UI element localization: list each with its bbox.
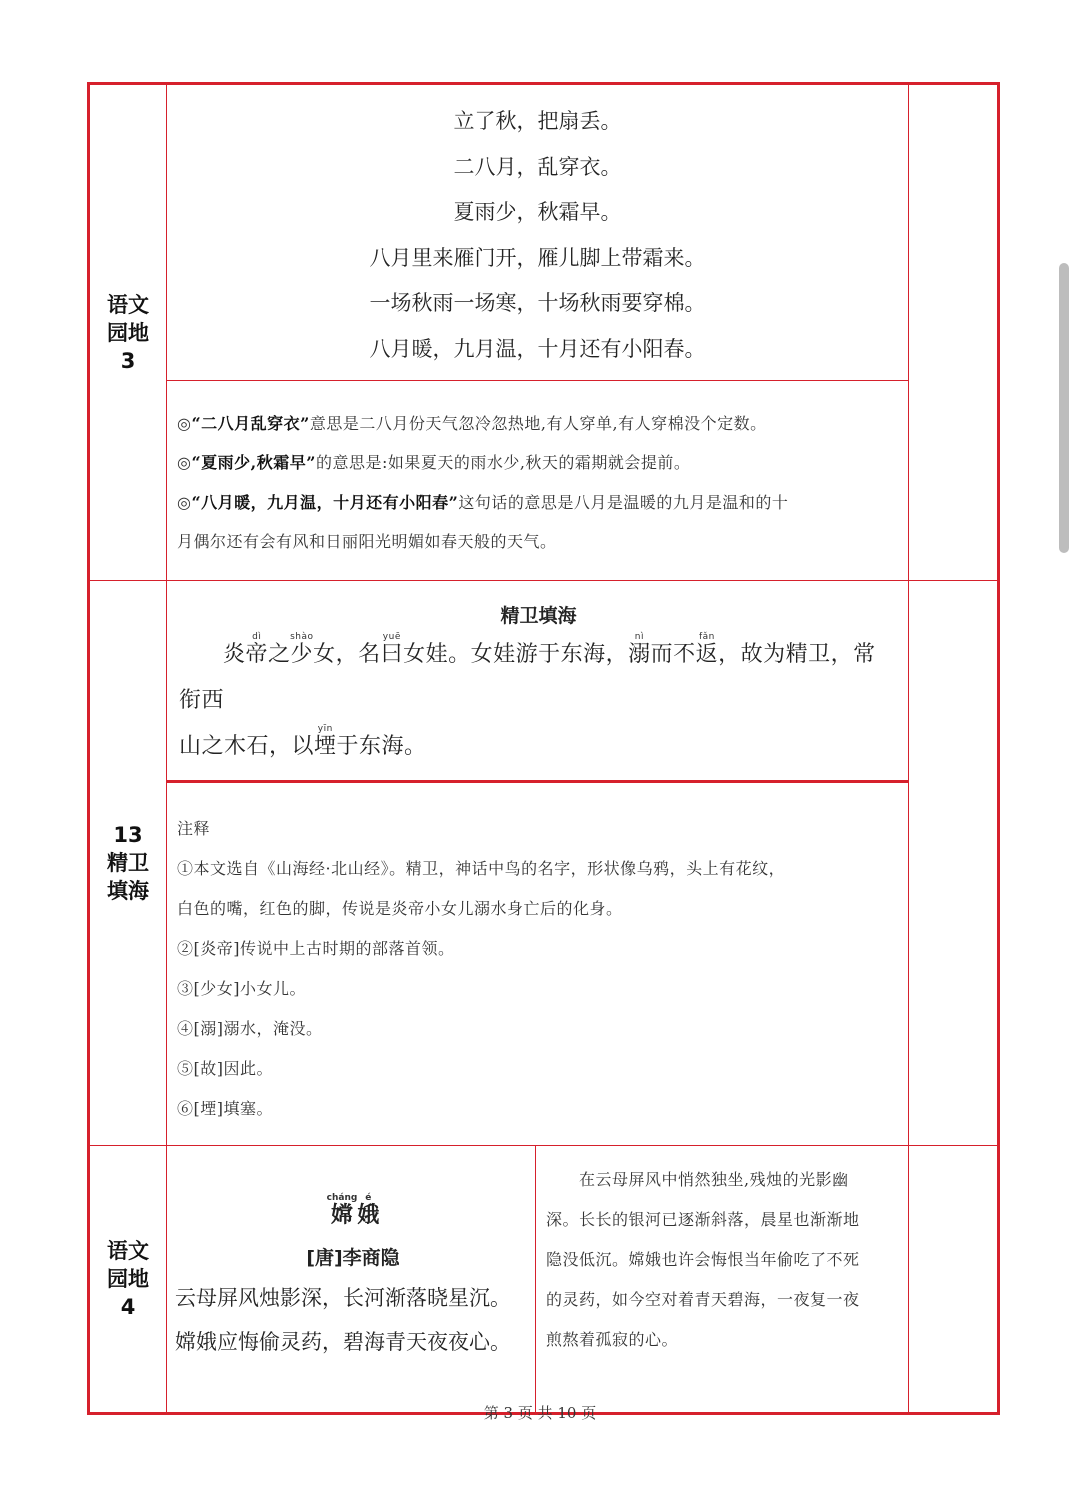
poem-line: 嫦娥应悔偷灵药，碧海青天夜夜心。 [175,1329,511,1354]
content-table [87,82,1000,1415]
translation-line: 在云母屏风中悄然独坐,残烛的光影幽 [546,1170,849,1189]
story-cell [167,581,909,782]
notes-heading: 注释 [177,819,211,838]
story-text: 炎帝dì之少shào女，名曰yuē女娃。女娃游于东海，溺nì而不返fǎn，故为精卫，常衔西 山之木石，以堙yīn于东海。 [179,632,876,759]
proverb-line: 八月里来雁门开，雁儿脚上带霜来。 [369,245,706,270]
margin-cell [909,1146,999,1414]
translation-cell [536,1146,909,1414]
poem-author: [唐]李商隐 [306,1246,400,1269]
translation-line: 的灵药，如今空对着青天碧海，一夜复一夜 [546,1290,860,1309]
proverb-list [167,85,908,380]
poem-line: 云母屏风烛影深，长河渐落晓星沉。 [175,1285,511,1310]
proverb-line: 二八月，乱穿衣。 [453,154,622,179]
proverb-line: 夏雨少，秋霜早。 [453,200,622,224]
note-line: ⑥[堙]填塞。 [177,1099,273,1118]
proverbs-cell [167,84,909,381]
note-line: ④[溺]溺水，淹没。 [177,1019,323,1038]
explanation-line: 月偶尔还有会有风和日丽阳光明媚如春天般的天气。 [177,532,557,551]
margin-cell [909,581,999,1146]
section-label-garden-4: 语文 园地 4 [89,1146,167,1414]
translation-line: 隐没低沉。嫦娥也许会悔恨当年偷吃了不死 [546,1250,860,1269]
note-line: 白色的嘴，红色的脚，传说是炎帝小女儿溺水身亡后的化身。 [177,899,623,918]
note-line: ②[炎帝]传说中上古时期的部落首领。 [177,939,455,958]
translation-line: 煎熬着孤寂的心。 [546,1330,679,1349]
explanation-line: ◎“二八月乱穿衣”意思是二八月份天气忽冷忽热地,有人穿单,有人穿棉没个定数。 [177,413,767,433]
proverb-line: 立了秋，把扇丢。 [453,109,622,133]
proverb-line: 一场秋雨一场寒，十场秋雨要穿棉。 [369,291,706,315]
scrollbar-thumb[interactable] [1059,263,1069,553]
note-line: ⑤[故]因此。 [177,1059,273,1078]
poem-title: 嫦cháng娥é [326,1192,380,1228]
note-line: ①本文选自《山海经·北山经》。精卫，神话中鸟的名字，形状像乌鸦，头上有花纹， [177,859,786,878]
margin-cell [909,84,999,581]
note-line: ③[少女]小女儿。 [177,979,306,998]
section-label-lesson-13: 13 精卫 填海 [89,581,167,1146]
translation-line: 深。长长的银河已逐渐斜落，晨星也渐渐地 [546,1210,860,1229]
section-label-garden-3: 语文 园地 3 [89,84,167,581]
story-title: 精卫填海 [500,605,577,627]
explanation-line: ◎“夏雨少,秋霜早”的意思是:如果夏天的雨水少,秋天的霜期就会提前。 [177,453,691,472]
proverb-line: 八月暖，九月温，十月还有小阳春。 [369,336,706,361]
explanations-cell [167,381,909,581]
explanation-line: ◎“八月暖，九月温，十月还有小阳春”这句话的意思是八月是温暖的九月是温和的十 [177,492,789,512]
poem-cell [167,1146,536,1414]
page-number: 第 3 页 共 10 页 [483,1404,597,1422]
story-notes-cell [167,782,909,1146]
